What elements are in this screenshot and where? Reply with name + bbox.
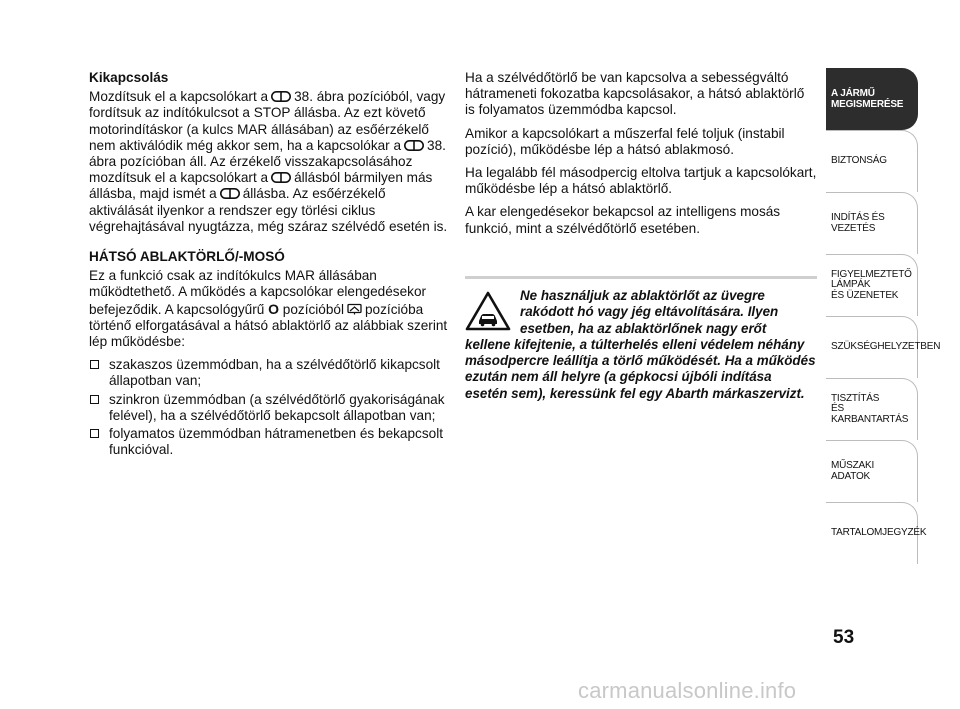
tab-safety[interactable]: BIZTONSÁG bbox=[826, 130, 918, 192]
auto-sensor-icon bbox=[404, 140, 424, 151]
right-paragraph: Ha a szélvédőtörlő be van kapcsolva a sebességváltó hátrameneti fokozatba kapcsolásakor, a hátsó ablaktörlő is folyamatos üzemmódba kapcsol. bbox=[465, 70, 805, 118]
auto-sensor-icon bbox=[271, 91, 291, 102]
checkbox-bullet-icon bbox=[90, 429, 99, 438]
left-column bbox=[89, 70, 449, 460]
page-number: 53 bbox=[833, 627, 855, 648]
mode-list bbox=[89, 357, 449, 458]
list-item: szinkron üzemmódban (a szélvédőtörlő gyakoriságának felével), ha a szélvédőtörlő bekapcsolt állapotban van; bbox=[89, 392, 449, 424]
tab-starting-driving[interactable]: INDÍTÁS ÉS VEZETÉS bbox=[826, 192, 918, 254]
section-heading-kikapcsolas: Kikapcsolás bbox=[89, 70, 169, 85]
checkbox-bullet-icon bbox=[90, 395, 99, 404]
tab-maintenance[interactable]: TISZTÍTÁS ÉS KARBANTARTÁS bbox=[826, 378, 918, 440]
tab-index[interactable]: TARTALOMJEGYZÉK bbox=[826, 502, 918, 564]
right-paragraph: Ha legalább fél másodpercig eltolva tartjuk a kapcsolókart, működésbe lép a hátsó ablaktörlő. bbox=[465, 165, 817, 197]
warning-triangle-icon bbox=[465, 291, 511, 331]
hatso-paragraph: Ez a funkció csak az indítókulcs MAR állásában működtethető. A működés a kapcsolókar elengedésekor befejeződik. A kapcsológyűrű O pozícióból pozícióba történő elforgatásával a hátsó ablaktörlő az alábbiak szerint lép működésbe: bbox=[89, 268, 448, 350]
kikapcsolas-paragraph: Mozdítsuk el a kapcsolókart a 38. ábra pozícióból, vagy fordítsuk az indítókulcsot a STOP állásba. Az ezt követő motorindításkor (a kulcs MAR állásában) az esőérzékelő nem aktiválódik még akkor sem, ha a kapcsolókar a 38. ábra pozícióban áll. Az érzékelő visszakapcsolásához mozdítsuk el a kapcsolókart a állásból bármilyen más állásba, majd ismét a állásba. Az esőérzékelő aktiválását ilyenkor a rendszer egy törlési ciklus végrehajtásával nyugtázza, még száraz szélvédő esetén is. bbox=[89, 89, 448, 234]
auto-sensor-icon bbox=[220, 188, 240, 199]
tab-vehicle-overview[interactable]: A JÁRMŰ MEGISMERÉSE bbox=[826, 68, 918, 130]
warning-box bbox=[465, 276, 817, 402]
watermark: carmanualsonline.info bbox=[578, 678, 797, 703]
right-paragraph: A kar elengedésekor bekapcsol az intelligens mosás funkció, mint a szélvédőtörlő esetében. bbox=[465, 204, 781, 236]
tab-warning-lights[interactable]: FIGYELMEZTETŐ LÁMPÁK ÉS ÜZENETEK bbox=[826, 254, 918, 316]
section-heading-hatso: HÁTSÓ ABLAKTÖRLŐ/-MOSÓ bbox=[89, 249, 285, 265]
warning-divider bbox=[465, 276, 817, 279]
list-item: szakaszos üzemmódban, ha a szélvédőtörlő kikapcsolt állapotban van; bbox=[89, 357, 449, 389]
warning-text: Ne használjuk az ablaktörlőt az üvegre rakódott hó vagy jég eltávolítására. Ilyen esetben, ha az ablaktörlőnek nagy erőt kellene kifejtenie, a túlterhelés elleni védelem néhány másodpercre leállítja a törlő működését. Ha a működés ezután nem áll helyre (a gépkocsi újbóli indítása esetén sem), keressünk fel egy Abarth márkaszervizt. bbox=[465, 288, 816, 401]
tab-emergency[interactable]: SZÜKSÉGHELYZETBEN bbox=[826, 316, 918, 378]
chapter-sidebar bbox=[826, 68, 941, 564]
rear-wiper-icon bbox=[347, 303, 362, 315]
right-paragraph: Amikor a kapcsolókart a műszerfal felé toljuk (instabil pozíció), működésbe lép a hátsó ablakmosó. bbox=[465, 125, 785, 157]
right-column bbox=[465, 70, 817, 244]
checkbox-bullet-icon bbox=[90, 360, 99, 369]
o-position-symbol: O bbox=[268, 300, 279, 317]
auto-sensor-icon bbox=[271, 172, 291, 183]
tab-technical-data[interactable]: MŰSZAKI ADATOK bbox=[826, 440, 918, 502]
list-item: folyamatos üzemmódban hátramenetben és bekapcsolt funkcióval. bbox=[89, 426, 449, 458]
